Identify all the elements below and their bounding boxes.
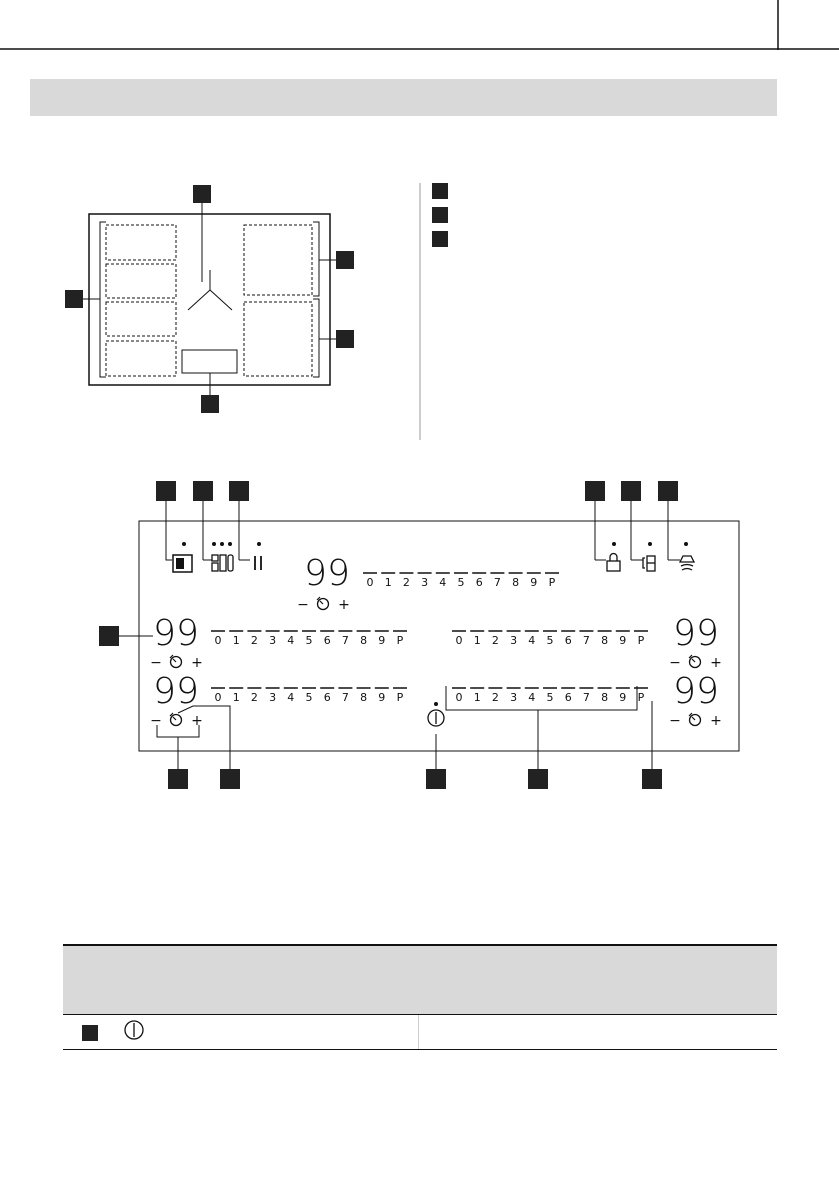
power-level-label: P	[396, 634, 404, 647]
top-icons	[173, 542, 694, 572]
power-level-label: 3	[510, 691, 518, 704]
display-left-lower: 99	[153, 671, 199, 712]
power-level-label: 6	[323, 691, 331, 704]
power-level-label: 7	[341, 634, 349, 647]
cooking-surface-layout	[65, 185, 354, 413]
power-level-label: 0	[214, 691, 222, 704]
timer-minus-button[interactable]: −	[669, 655, 681, 671]
timer-plus-button[interactable]: +	[338, 597, 350, 613]
power-level-label: 5	[305, 691, 313, 704]
timer-plus-button[interactable]: +	[710, 655, 722, 671]
power-level-label: 0	[214, 634, 222, 647]
power-level-label: 9	[378, 691, 386, 704]
power-level-label: 4	[528, 634, 536, 647]
power-level-label: 5	[546, 691, 554, 704]
multi-zone-icon	[212, 555, 233, 571]
power-level-label: 8	[601, 634, 609, 647]
power-level-label: 7	[493, 576, 501, 589]
timer-minus-button[interactable]: −	[669, 713, 681, 729]
power-level-label: 1	[473, 691, 481, 704]
power-level-label: 7	[582, 691, 590, 704]
power-level-label: 3	[421, 576, 429, 589]
power-level-label: P	[637, 691, 645, 704]
power-level-label: 2	[402, 576, 410, 589]
table-header	[63, 944, 777, 1014]
power-level-label: 6	[564, 634, 572, 647]
power-level-label: 0	[455, 634, 463, 647]
power-level-label: 7	[341, 691, 349, 704]
power-level-label: 5	[305, 634, 313, 647]
power-level-label: 8	[360, 634, 368, 647]
display-top: 99	[304, 553, 350, 594]
power-level-label: 8	[360, 691, 368, 704]
power-level-label: 4	[439, 576, 447, 589]
power-level-label: 4	[287, 634, 295, 647]
pause-icon	[255, 556, 261, 570]
power-icon	[428, 710, 444, 726]
power-scales	[211, 573, 648, 704]
legend-markers	[432, 183, 448, 247]
timer-minus-button[interactable]: −	[150, 713, 162, 729]
callout-marker	[201, 395, 219, 413]
power-level-label: 6	[475, 576, 483, 589]
control-panel-diagram	[99, 481, 739, 789]
display-left-upper: 99	[153, 613, 199, 654]
power-level-label: 1	[232, 691, 240, 704]
timer-plus-button[interactable]: +	[191, 713, 203, 729]
timer-controls	[150, 597, 722, 729]
power-level-label: 2	[250, 634, 258, 647]
power-level-label: 8	[601, 691, 609, 704]
power-level-label: 9	[530, 576, 538, 589]
lock-icon	[607, 554, 620, 571]
power-level-label: 1	[232, 634, 240, 647]
power-level-label: 1	[384, 576, 392, 589]
timer-minus-button[interactable]: −	[150, 655, 162, 671]
power-level-label: 6	[564, 691, 572, 704]
power-level-label: 2	[491, 691, 499, 704]
timer-plus-button[interactable]: +	[710, 713, 722, 729]
timer-minus-button[interactable]: −	[297, 597, 309, 613]
callout-marker	[336, 330, 354, 348]
power-level-label: 3	[269, 691, 277, 704]
power-level-label: 4	[528, 691, 536, 704]
power-level-label: 3	[510, 634, 518, 647]
timer-plus-button[interactable]: +	[191, 655, 203, 671]
callout-marker	[336, 251, 354, 269]
bridge-icon	[173, 555, 192, 572]
power-level-label: 7	[582, 634, 590, 647]
power-level-label: 8	[512, 576, 520, 589]
display-right-lower: 99	[673, 671, 719, 712]
hood-icon	[680, 556, 694, 570]
power-level-label: 0	[455, 691, 463, 704]
power-level-label: 9	[378, 634, 386, 647]
power-level-label: 4	[287, 691, 295, 704]
callout-marker	[82, 1025, 98, 1041]
power-level-label: 2	[491, 634, 499, 647]
power-level-label: 0	[366, 576, 374, 589]
power-level-label: 5	[546, 634, 554, 647]
hob-hood-icon	[643, 556, 655, 571]
power-icon	[123, 1019, 145, 1046]
callout-marker	[193, 185, 211, 203]
table-row	[63, 1014, 777, 1050]
display-right-upper: 99	[673, 613, 719, 654]
power-level-label: 3	[269, 634, 277, 647]
power-level-label: 5	[457, 576, 465, 589]
power-level-label: 9	[619, 691, 627, 704]
callout-marker	[65, 290, 83, 308]
power-level-label: 1	[473, 634, 481, 647]
power-level-label: P	[637, 634, 645, 647]
power-level-label: 9	[619, 634, 627, 647]
power-level-label: 2	[250, 691, 258, 704]
power-level-label: P	[396, 691, 404, 704]
power-level-label: P	[548, 576, 556, 589]
power-level-label: 6	[323, 634, 331, 647]
symbol-table	[63, 944, 777, 1050]
